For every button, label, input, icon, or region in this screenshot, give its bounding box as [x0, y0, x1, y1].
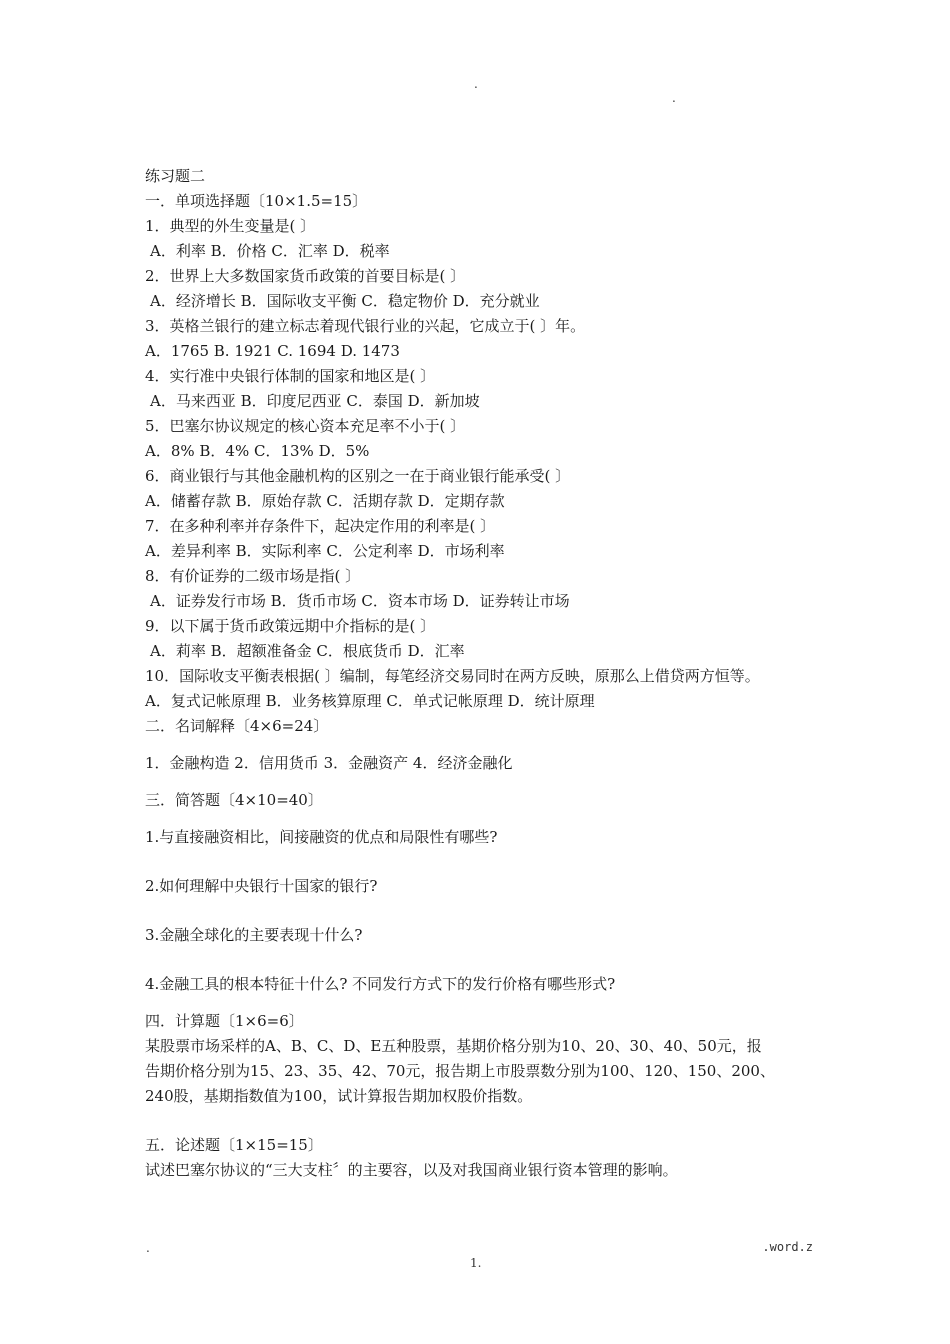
- header-dot: .: [474, 77, 478, 91]
- question-options: A．8% B．4% C．13% D．5%: [145, 442, 370, 460]
- question-options: A．复式记帐原理 B．业务核算原理 C．单式记帐原理 D．统计原理: [145, 692, 595, 710]
- header-dot: .: [672, 91, 676, 105]
- question: 8．有价证券的二级市场是指( 〕: [145, 567, 361, 585]
- section-heading: 五．论述题〔1×15=15〕: [145, 1136, 323, 1154]
- question-options: A．莉率 B．超额准备金 C．根底货币 D．汇率: [150, 642, 465, 660]
- question: 5．巴塞尔协议规定的核心资本充足率不小于( 〕: [145, 417, 466, 435]
- document-title: 练习题二: [145, 167, 206, 185]
- footer-dot: .: [146, 1241, 150, 1255]
- question-options: A．马来西亚 B．印度尼西亚 C．泰国 D．新加坡: [150, 392, 480, 410]
- question-options: A．差异利率 B．实际利率 C．公定利率 D．市场利率: [145, 542, 505, 560]
- short-answer-question: 1.与直接融资相比，间接融资的优点和局限性有哪些?: [145, 828, 498, 846]
- question: 9．以下属于货币政策远期中介指标的是( 〕: [145, 617, 436, 635]
- question: 10．国际收支平衡表根据( 〕编制，每笔经济交易同时在两方反映，原那么上借贷两方恒等。: [145, 667, 760, 685]
- calculation-text: 告期价格分别为15、23、35、42、70元，报告期上市股票数分别为100、120、150、200、: [145, 1062, 775, 1080]
- essay-question: 试述巴塞尔协议的“三大支柱〞的主要容，以及对我国商业银行资本管理的影响。: [145, 1161, 678, 1179]
- question-options: A．1765 B. 1921 C. 1694 D. 1473: [145, 342, 400, 360]
- section-heading: 二．名词解释〔4×6=24〕: [145, 717, 329, 735]
- short-answer-question: 3.金融全球化的主要表现十什么?: [145, 926, 363, 944]
- calculation-text: 某股票市场采样的A、B、C、D、E五种股票，基期价格分别为10、20、30、40、50元，报: [145, 1037, 762, 1055]
- question: 4．实行准中央银行体制的国家和地区是( 〕: [145, 367, 436, 385]
- footer-watermark: .word.z: [762, 1240, 813, 1254]
- question-options: A．储蓄存款 B．原始存款 C．活期存款 D．定期存款: [145, 492, 505, 510]
- page-number: 1.: [470, 1256, 482, 1270]
- calculation-text: 240股，基期指数值为100，试计算报告期加权股价指数。: [145, 1087, 533, 1105]
- document-body: [145, 164, 815, 1183]
- section-heading: 一．单项选择题〔10×1.5=15〕: [145, 192, 368, 210]
- question-options: A．利率 B．价格 C．汇率 D．税率: [150, 242, 390, 260]
- term-list: 1．金融构造 2．信用货币 3．金融资产 4．经济金融化: [145, 754, 513, 772]
- question-options: A．证券发行市场 B．货币市场 C．资本市场 D．证券转让市场: [150, 592, 570, 610]
- short-answer-question: 4.金融工具的根本特征十什么? 不同发行方式下的发行价格有哪些形式?: [145, 975, 616, 993]
- question: 2．世界上大多数国家货币政策的首要目标是( 〕: [145, 267, 466, 285]
- section-heading: 三．简答题〔4×10=40〕: [145, 791, 323, 809]
- question: 1．典型的外生变量是( 〕: [145, 217, 316, 235]
- question: 3．英格兰银行的建立标志着现代银行业的兴起，它成立于( 〕年。: [145, 317, 586, 335]
- section-heading: 四．计算题〔1×6=6〕: [145, 1012, 304, 1030]
- question-options: A．经济增长 B．国际收支平衡 C．稳定物价 D．充分就业: [150, 292, 540, 310]
- question: 6．商业银行与其他金融机构的区别之一在于商业银行能承受( 〕: [145, 467, 571, 485]
- short-answer-question: 2.如何理解中央银行十国家的银行?: [145, 877, 378, 895]
- question: 7．在多种利率并存条件下，起决定作用的利率是( 〕: [145, 517, 496, 535]
